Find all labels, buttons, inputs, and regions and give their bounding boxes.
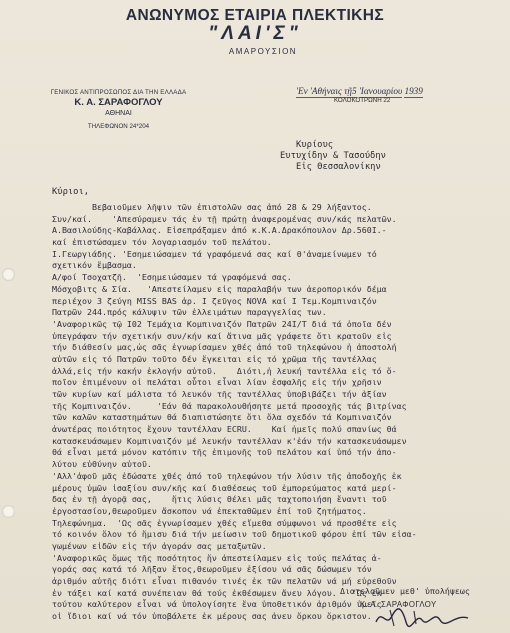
date-year: 1939 [404,86,423,96]
agent-title: ΓΕΝΙΚΟΣ ΑΝΤΙΠΡΟΣΩΠΟΣ ΔΙΑ ΤΗΝ ΕΛΛΑΔΑ [50,89,187,96]
body-line: 'Αναφορικῶς ὅμως τῆς ποσότητος ἥν ἀπεστείλαμεν εἰς τούς πελάτας ἀ- [52,552,382,563]
body-line: τῶν κυρίων καί μάλιστα τό λευκόν τῆς ταντέλλας ὑποβιβάζει τήν ἀξίαν [52,389,387,399]
body-line: τούτου καλύτερον εἶναι νά ὑπολογίσητε ἕνα ὑποθετικόν ἀριθμόν ὑμεῖς [52,599,382,610]
body-line: οἱ ἴδιοι καί νά τόν ὑποβάλετε ἐκ μέρους σας ἀνευ ὅρκου ὅρκιστον. [52,611,372,622]
sender-address: ΚΟΛΟΚΟΤΡΩΝΗ 22 [334,97,391,104]
body-line: Μόσχοβιτς & Σία. 'Απεστείλαμεν εἰς παραλαβήν των ἀεροπορικόν δέμα [52,283,387,294]
company-brand: "ΛΑΙ'Σ" [208,23,302,44]
agent-phone: ΤΗΛΕΦΩΝΟΝ 24*204 [87,123,150,130]
closing: Διατελοῦμεν μεθ' ὑπολήψεως [340,586,470,596]
body-line: καί ἐπιστώσαμεν τόν λογαριασμόν τοῦ πελάτου. [52,237,272,248]
body-line: σχετικόν ἔμβασμα. [52,260,137,271]
recipient-line: Εἰς Θεσσαλονίκην [296,162,381,173]
body-line: Ι.Γεωργιάδης. 'Εσημειώσαμεν τά γραφόμενά σας καί θ'ἀναμείνωμεν τό [52,248,377,259]
body-line: μέρους ὑμῶν ἰσαξίου συν/κῆς καί διαθέσεως τοῦ ἐμπορεύματος κατά μερί- [52,482,397,493]
recipient-block [270,140,386,174]
recipient-line: Κυρίους [296,140,334,150]
body-line: ποῖον ἐπιμένουν οἱ πελάται οὗτοι εἶναι λίαν ἐσφαλῆς εἰς τήν χρῆσιν [52,377,382,388]
company-name: ΑΝΩΝΥΜΟΣ ΕΤΑΙΡΙΑ ΠΛΕΚΤΙΚΗΣ [125,7,385,24]
body-line: ἀριθμόν αὐτῆς διότι εἶναι πιθανόν τινές ἐκ τῶν πελατῶν νά μή εὑρεθοῦν [52,576,397,586]
signature-stamp: Κ. Α. ΣΑΡΑΦΟΓΛΟΥ [360,600,437,609]
body-line: τό κοινόν ὅλον τό ἥμισυ διά τήν μείωσιν τοῦ δημοτικοῦ φόρου ἐπί τῶν εἰσα- [52,529,417,540]
punch-hole-top [2,268,15,281]
body-line: ὑπεγράφαν τήν σχετικήν συν/κήν καί ἅτινα μᾶς γράφετε ὅτι κρατοῦν εἰς [52,330,392,341]
punch-hole-bottom [2,505,15,518]
body-line: 'Αναφορικῶς τῷ Ι02 Τεμάχια Κομπιναιζόν Πατρῶν 24Ι/Τ διά τά ὁποῖα δέν [52,318,392,329]
body-line: τῆς Κομπιναιζόν. 'Εάν θά παρακολουθήσητε μετά προσοχῆς τάς βιτρίνας [52,400,407,411]
agent-name: Κ. Α. ΣΑΡΑΦΟΓΛΟΥ [74,97,163,108]
agent-city: ΑΘΗΝΑΙ [105,110,132,117]
date-day: 5 [351,86,357,96]
body-line: Συν/καί. 'Απεσύραμεν τάς ἐν τῇ πρώτῃ ἀναφερομένας συν/κάς πελατῶν. [52,213,397,224]
body-line: δας ἐν τῇ ἀγορᾷ σας, ἥτις λύσις θέλει μᾶς ταχτοποιήση ἔναντι τοῦ [52,494,387,505]
body-line: Τηλεφώνημα. 'Ως σᾶς ἐγνωρίσαμεν χθές εἴμεθα σύμφωνοι νά προσθέτε εἰς [52,517,397,528]
body-line: 'Αλλ'ἀφοῦ μᾶς ἐδώσατε χθές ἀπό τοῦ τηλεφώνου τήν λύσιν τῆς ἀποδοχῆς ἐκ [52,470,402,481]
letter-body [52,202,492,623]
body-line: λύτου εὐθύνην αὐτοῦ. [52,459,152,470]
body-line: αὐτῶν εἰς τό Πατρῶν τοῦτο δέν ἔγκειται εἰς τό χρῶμα τῆς ταντέλλας [52,353,377,364]
recipient-line: Ευτυχίδην & Τασούδην [280,151,386,162]
body-line: Α.Βασιλούδης-Καβάλλας. Εἰσεπράξαμεν ἀπό κ.Κ.Α.Δρακόπουλον Δρ.560Ι.- [52,225,387,236]
salutation: Κύριοι, [52,187,90,197]
dateline [296,86,423,96]
date-month: 'Ιανουαρίου [358,86,403,96]
body-line: γοράς σας κατά τό λῆξαν ἔτος,θεωροῦμεν ἐξίσου νά σᾶς δώσωμεν τόν [52,564,372,575]
body-line: περιέχον 3 ζεύγη MISS BAS ἀρ. Ι ζεῦγος NOVA καί Ι Τεμ.Κομπιναιζόν [52,295,377,306]
body-line: Βεβαιοῦμεν λῆψιν τῶν ἐπιστολῶν σας ἀπό 28 & 29 λήξαντος. [52,202,372,212]
body-line: κατασκευάσωμεν Κομπιναιζόν μέ λευκήν ταντέλλαν κ'ἐάν τήν κατασκευάσωμεν [52,435,407,446]
date-prefix: 'Εν 'Αθήναις τῇ [296,86,352,96]
body-line: γωμένων εἰδῶν εἰς τήν ἀγοράν σας μεταξωτῶν. [52,540,267,551]
company-city: ΑΜΑΡΟΥΣΙΟΝ [228,47,298,56]
body-line: τῶν καλῶν καταστημάτων θά διαπιστώσητε ὅτι ὅλα σχεδόν τά Κομπιναιζόν [52,412,392,423]
body-line: θά εἶναι μετά μόνον κατόπιν τῆς ἐπιμονῆς τοῦ πελάτου καί ὑπό τήν ἀπο- [52,447,397,458]
body-line: Α/φοί Τσοχατζῆ. 'Εσημειώσαμεν τά γραφόμενά σας. [52,272,292,283]
body-line: ἐργοστασίου,θεωροῦμεν ἄσκοπον νά ἐπεκταθῶμεν ἐπί τοῦ ζητήματος. [52,505,367,516]
body-line: ἀνωτέρας ποιότητος ἔχουν ταντέλλαν ECRU. Καί ἡμεῖς πολύ σπανίως θά [52,424,397,435]
handwritten-signature [372,604,472,630]
body-line: ἐν τάξει καί κατά συνέπειαν θά τούς ἐκθέσωμεν ἄνευ λόγου. 'Ως ἐκ [52,587,382,598]
body-line: τήν διάθεσίν μας,ὡς σᾶς ἐγνωρίσαμεν χθές ἀπό τοῦ τηλεφώνου ἡ ἀποστολή [52,342,397,353]
body-line: Πατρῶν 244.πρός κάλυψιν τῶν ἐλλειμάτων παραγγελίας των. [52,307,327,318]
body-line: ἀλλά,εἰς τήν κακήν ἐκλογήν αὐτοῦ. Διότι,ἡ λευκή ταντέλλα εἰς τό ὅ- [52,365,397,376]
